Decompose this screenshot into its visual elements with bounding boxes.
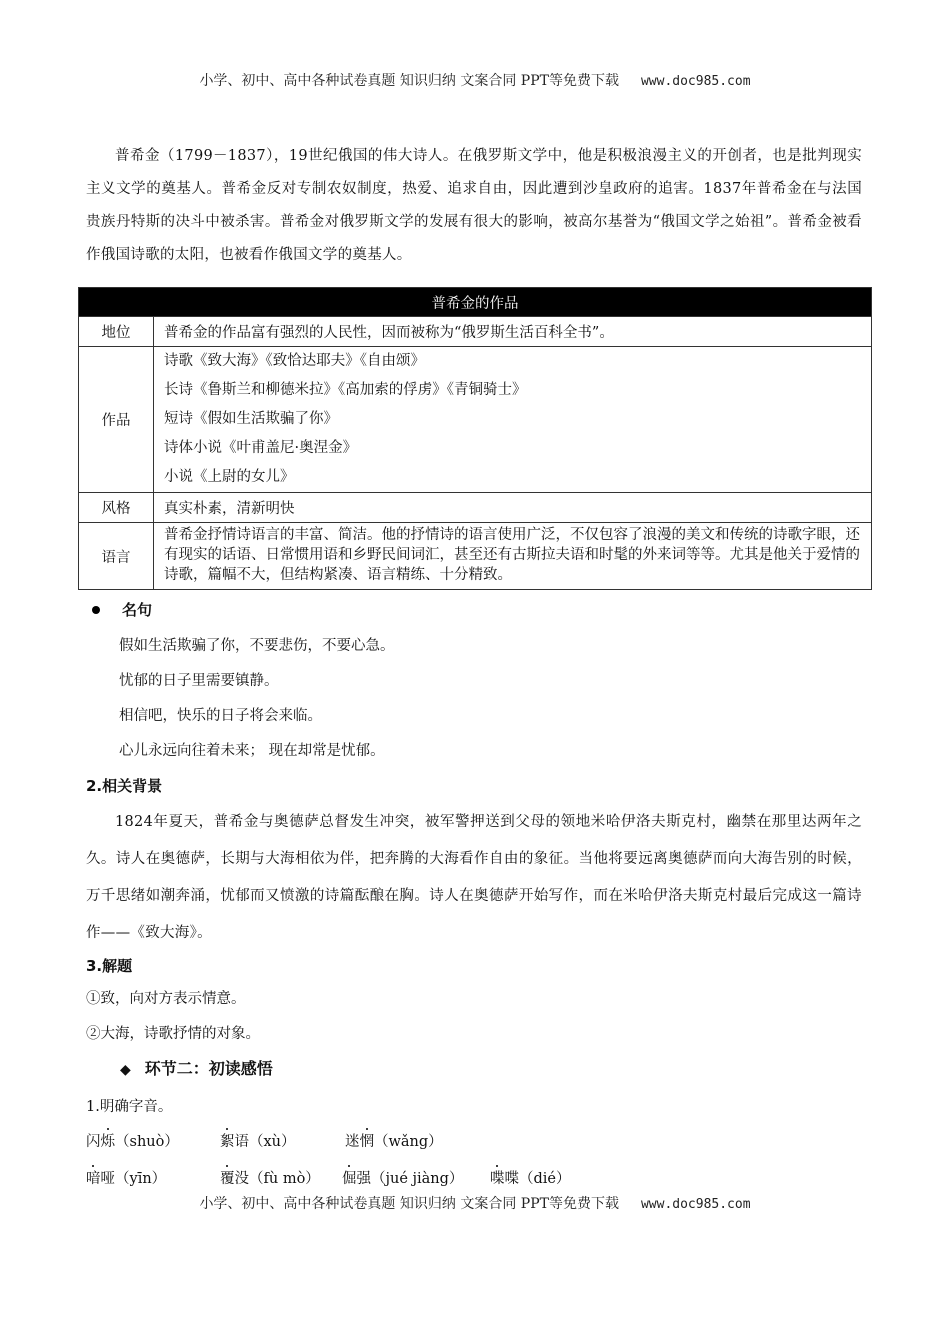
dotted-char: 覆 <box>220 1171 235 1187</box>
table-row <box>79 347 872 493</box>
section2-title: 环节二：初读感悟 <box>144 1059 273 1078</box>
pinyin-title: 1.明确字音。 <box>86 1099 173 1115</box>
intro-paragraph <box>86 140 862 272</box>
quote-line: 假如生活欺骗了你，不要悲伤，不要心急。 <box>119 638 395 654</box>
background-text: 1824年夏天，普希金与奥德萨总督发生冲突，被军警押送到父母的领地米哈伊洛夫斯克村，幽禁在那里达两年之久。诗人在奥德萨，长期与大海相依为伴，把奔腾的大海看作自由的象征。当他将要远离奥德萨而向大海告别的时候，万千思绪如潮奔涌，忧郁而又愤激的诗篇酝酿在胸。诗人在奥德萨开始写作，而在米哈伊洛夫斯克村最后完成这一篇诗作——《致大海》。 <box>86 814 862 941</box>
pinyin-text: （wǎng） <box>374 1134 443 1150</box>
explain-line: ①致，向对方表示情意。 <box>86 991 246 1007</box>
dotted-char: 烁 <box>100 1134 115 1150</box>
dotted-char: 喋 <box>490 1171 505 1187</box>
explain-line: ②大海，诗歌抒情的对象。 <box>86 1026 260 1042</box>
list-item: 长诗《鲁斯兰和柳德米拉》《高加索的俘虏》《青铜骑士》 <box>164 382 527 398</box>
background-title: 2.相关背景 <box>86 777 163 795</box>
table-row <box>79 317 872 347</box>
row-label: 作品 <box>79 347 154 493</box>
pinyin-item <box>345 1130 443 1151</box>
quote-line: 忧郁的日子里需要镇静。 <box>119 673 279 689</box>
char: 迷 <box>345 1134 360 1150</box>
pinyin-item <box>220 1130 296 1151</box>
list-item: 小说《上尉的女儿》 <box>164 469 295 485</box>
dotted-char: 倔 <box>342 1171 357 1187</box>
works-table <box>78 287 872 590</box>
char: 闪 <box>86 1134 101 1150</box>
quote-line: 心儿永远向往着未来； 现在却常是忧郁。 <box>119 743 385 759</box>
intro-text: 普希金（1799－1837），19世纪俄国的伟大诗人。在俄罗斯文学中，他是积极浪漫主义的开创者，也是批判现实主义文学的奠基人。普希金反对专制农奴制度，热爱、追求自由，因此遭到沙皇政府的追害。1837年普希金在与法国贵族丹特斯的决斗中被杀害。普希金对俄罗斯文学的发展有很大的影响，被高尔基誉为“俄国文学之始祖”。普希金被看作俄国诗歌的太阳，也被看作俄国文学的奠基人。 <box>86 148 862 263</box>
works-list <box>154 347 872 493</box>
page-footer <box>0 1193 950 1213</box>
title-explain-section <box>86 955 862 1052</box>
table-row <box>79 523 872 590</box>
pinyin-item <box>220 1167 320 1188</box>
pinyin-item <box>490 1167 571 1188</box>
dotted-char: 惘 <box>359 1134 374 1150</box>
pinyin-item <box>86 1167 166 1188</box>
dotted-char: 喑 <box>86 1171 101 1187</box>
background-section <box>86 775 862 952</box>
row-label: 语言 <box>79 523 154 590</box>
row-value: 真实朴素，清新明快 <box>154 493 872 523</box>
pinyin-text: 没（fù mò） <box>234 1171 320 1187</box>
list-item: 短诗《假如生活欺骗了你》 <box>164 411 338 427</box>
table-row <box>79 493 872 523</box>
dotted-char: 絮 <box>220 1134 235 1150</box>
footer-text: 小学、初中、高中各种试卷真题 知识归纳 文案合同 PPT等免费下载 <box>199 1196 619 1212</box>
header-text: 小学、初中、高中各种试卷真题 知识归纳 文案合同 PPT等免费下载 <box>199 73 619 89</box>
famous-title: 名句 <box>122 601 153 619</box>
footer-url[interactable]: www.doc985.com <box>640 1197 751 1212</box>
diamond-icon: ◆ <box>120 1062 131 1078</box>
quote-line: 相信吧，快乐的日子将会来临。 <box>119 708 322 724</box>
page-header <box>0 70 950 90</box>
pinyin-text: 哑（yīn） <box>100 1171 167 1187</box>
list-item: 诗体小说《叶甫盖尼·奥涅金》 <box>164 440 358 456</box>
bullet-icon <box>92 606 100 614</box>
explain-title: 3.解题 <box>86 957 133 975</box>
table-title: 普希金的作品 <box>79 288 872 317</box>
row-label: 风格 <box>79 493 154 523</box>
list-item: 诗歌《致大海》《致恰达耶夫》《自由颂》 <box>164 353 425 369</box>
section2-heading <box>120 1056 896 1079</box>
row-label: 地位 <box>79 317 154 347</box>
pinyin-text: 语（xù） <box>234 1134 296 1150</box>
pinyin-item <box>342 1167 463 1188</box>
famous-section <box>86 600 862 769</box>
pinyin-text: 强（jué jiàng） <box>356 1171 464 1187</box>
pinyin-item <box>86 1130 179 1151</box>
pinyin-text: （shuò） <box>115 1134 179 1150</box>
pinyin-text: 喋（dié） <box>504 1171 571 1187</box>
row-value: 普希金的作品富有强烈的人民性，因而被称为“俄罗斯生活百科全书”。 <box>154 317 872 347</box>
header-url[interactable]: www.doc985.com <box>640 74 751 89</box>
row-value: 普希金抒情诗语言的丰富、简洁。他的抒情诗的语言使用广泛，不仅包容了浪漫的美文和传统的诗歌字眼，还有现实的话语、日常惯用语和乡野民间词汇，甚至还有古斯拉夫语和时髦的外来词等等。尤其是他关于爱情的诗歌，篇幅不大，但结构紧凑、语言精练、十分精致。 <box>154 523 872 590</box>
